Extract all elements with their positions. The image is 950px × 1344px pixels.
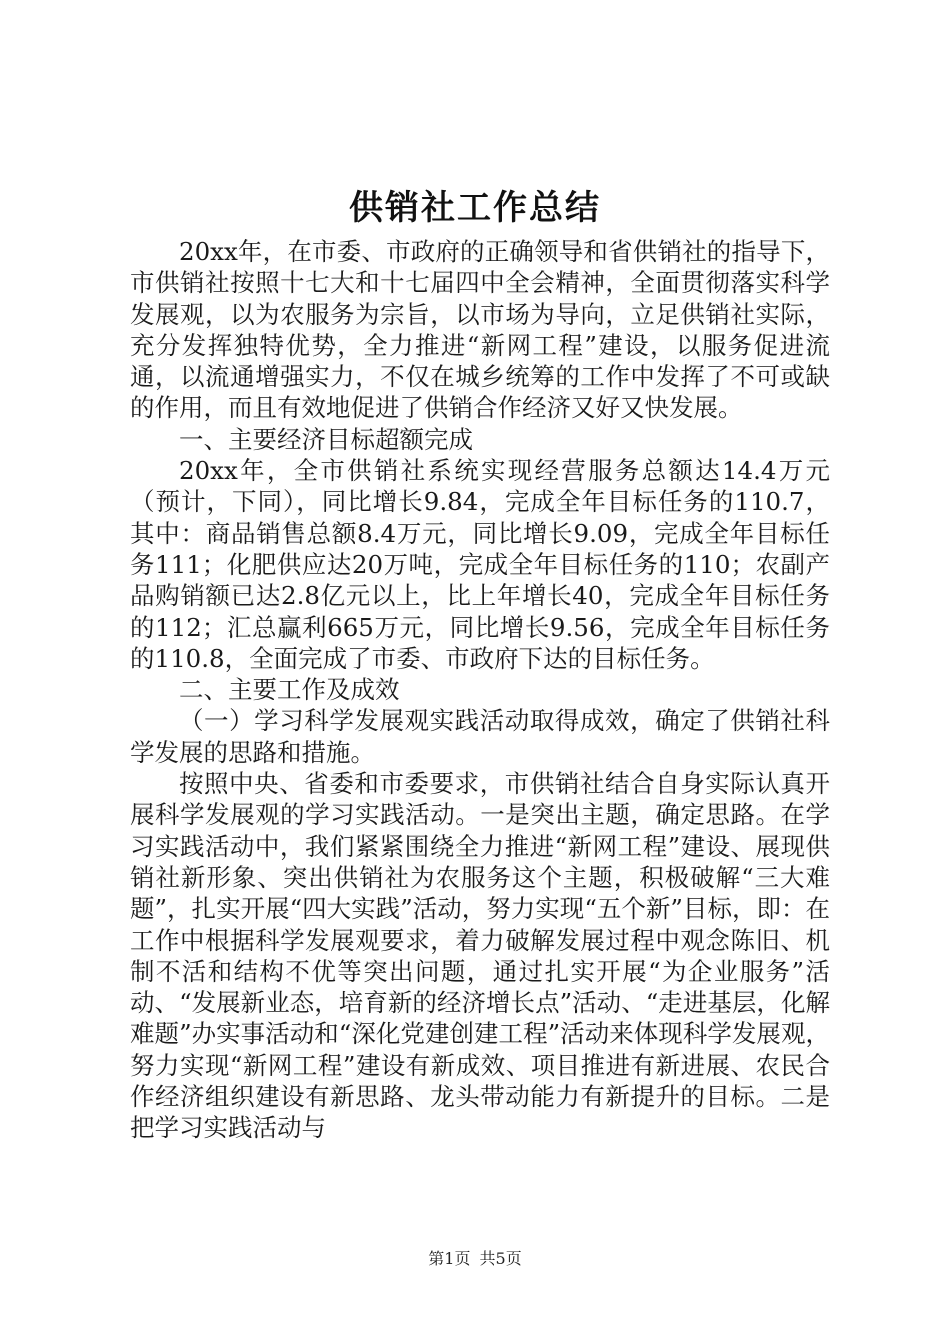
document-title: 供销社工作总结 [349, 188, 601, 228]
page-number: 第1页 [428, 1249, 471, 1268]
document-body [130, 236, 830, 1144]
section-heading-2: 二、主要工作及成效 [179, 675, 400, 705]
page-footer [0, 1246, 950, 1269]
practice-activity-paragraph: 按照中央、省委和市委要求，市供销社结合自身实际认真开展科学发展观的学习实践活动。一是突出主题，确定思路。在学习实践活动中，我们紧紧围绕全力推进“新网工程”建设、展现供销社新形象、突出供销社为农服务这个主题，积极破解“三大难题”，扎实开展“四大实践”活动，努力实现“五个新”目标，即：在工作中根据科学发展观要求，着力破解发展过程中观念陈旧、机制不活和结构不优等突出问题，通过扎实开展“为企业服务”活动、“发展新业态，培育新的经济增长点”活动、“走进基层，化解难题”办实事活动和“深化党建创建工程”活动来体现科学发展观，努力实现“新网工程”建设有新成效、项目推进有新进展、农民合作经济组织建设有新思路、龙头带动能力有新提升的目标。二是把学习实践活动与 [130, 769, 830, 1143]
section-heading-1: 一、主要经济目标超额完成 [179, 424, 473, 454]
subsection-heading-1: （一）学习科学发展观实践活动取得成效，确定了供销社科学发展的思路和措施。 [130, 706, 830, 767]
page-total: 共5页 [479, 1249, 522, 1268]
intro-paragraph: 20xx年，在市委、市政府的正确领导和省供销社的指导下，市供销社按照十七大和十七届四中全会精神，全面贯彻落实科学发展观，以为农服务为宗旨，以市场为导向，立足供销社实际，充分发挥独特优势，全力推进“新网工程”建设，以服务促进流通，以流通增强实力，不仅在城乡统筹的工作中发挥了不可或缺的作用，而且有效地促进了供销合作经济又好又快发展。 [130, 237, 830, 423]
economic-targets-paragraph: 20xx年，全市供销社系统实现经营服务总额达14.4万元（预计，下同），同比增长9.84，完成全年目标任务的110.7，其中：商品销售总额8.4万元，同比增长9.09，完成全年目标任务111；化肥供应达20万吨，完成全年目标任务的110；农副产品购销额已达2.8亿元以上，比上年增长40，完成全年目标任务的112；汇总赢利665万元，同比增长9.56，完成全年目标任务的110.8，全面完成了市委、市政府下达的目标任务。 [130, 456, 830, 673]
